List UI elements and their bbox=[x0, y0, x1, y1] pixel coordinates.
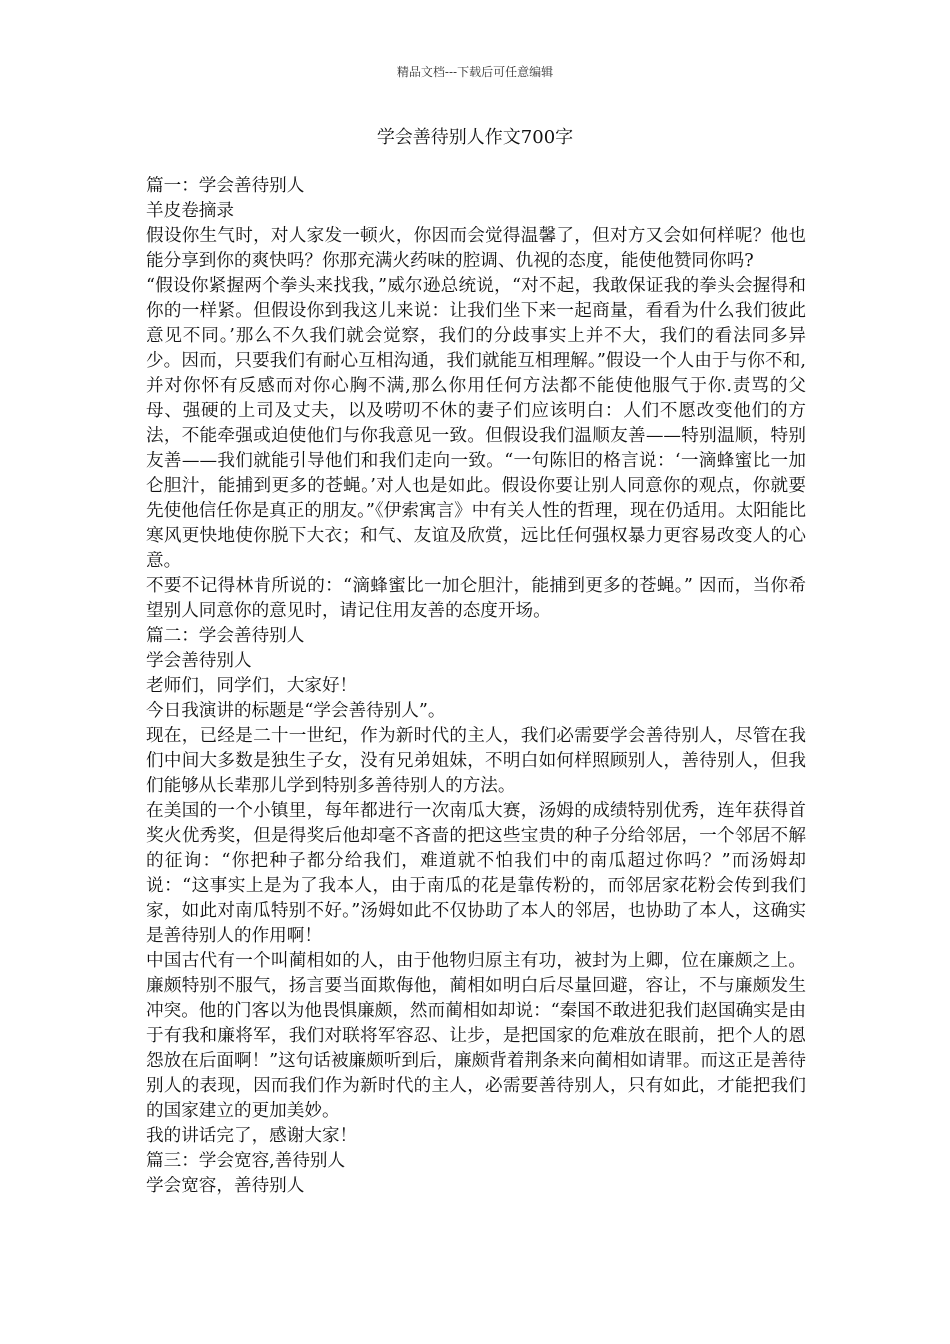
section-heading-3: 篇三：学会宽容,善待别人 bbox=[146, 1151, 346, 1171]
paragraph: 今日我演讲的标题是“学会善待别人”。 bbox=[146, 701, 446, 721]
subheading: 学会宽容，善待别人 bbox=[146, 1176, 305, 1196]
paragraph: 老师们，同学们，大家好！ bbox=[146, 676, 358, 696]
paragraph: 中国古代有一个叫蔺相如的人，由于他物归原主有功，被封为上卿，位在廉颇之上。廉颇特别不服气，扬言要当面欺侮他，蔺相如明白后尽量回避，容让，不与廉颇发生冲突。他的门客以为他畏惧廉颇，然而蔺相如却说：“秦国不敢进犯我们赵国确实是由于有我和廉将军，我们对联将军容忍、让步，是把国家的危难放在眼前，把个人的恩怨放在后面啊！”这句话被廉颇听到后，廉颇背着荆条来向蔺相如请罪。而这正是善待别人的表现，因而我们作为新时代的主人，必需要善待别人，只有如此，才能把我们的国家建立的更加美妙。 bbox=[146, 951, 806, 1121]
paragraph: 我的讲话完了，感谢大家！ bbox=[146, 1126, 358, 1146]
paragraph: 不要不记得林肯所说的：“滴蜂蜜比一加仑胆汁，能捕到更多的苍蝇。” 因而，当你希望别人同意你的意见时，请记住用友善的态度开场。 bbox=[146, 576, 806, 621]
subheading: 羊皮卷摘录 bbox=[146, 201, 234, 221]
document-body bbox=[146, 174, 806, 1199]
paragraph: “假设你紧握两个拳头来找我，”威尔逊总统说，“对不起，我敢保证我的拳头会握得和你的一样紧。但假设你到我这儿来说：让我们坐下来一起商量，看看为什么我们彼此意见不同。’那么不久我们就会觉察，我们的分歧事实上并不大，我们的看法同多异少。因而，只要我们有耐心互相沟通，我们就能互相理解。”假设一个人由于与你不和,并对你怀有反感而对你心胸不满,那么你用任何方法都不能使他服气于你.责骂的父母、强硬的上司及丈夫，以及唠叨不休的妻子们应该明白：人们不愿改变他们的方法，不能牵强或迫使他们与你我意见一致。但假设我们温顺友善——特别温顺，特别友善——我们就能引导他们和我们走向一致。“一句陈旧的格言说：‘一滴蜂蜜比一加仑胆汁，能捕到更多的苍蝇。’对人也是如此。假设你要让别人同意你的观点，你就要先使他信任你是真正的朋友。”《伊索寓言》中有关人性的哲理，现在仍适用。太阳能比寒风更快地使你脱下大衣；和气、友谊及欣赏，远比任何强权暴力更容易改变人的心意。 bbox=[146, 276, 806, 571]
page-title: 学会善待别人作文700字 bbox=[376, 127, 574, 148]
section-heading-2: 篇二：学会善待别人 bbox=[146, 626, 305, 646]
paragraph: 现在，已经是二十一世纪，作为新时代的主人，我们必需要学会善待别人，尽管在我们中间大多数是独生子女，没有兄弟姐妹，不明白如何样照顾别人，善待别人，但我们能够从长辈那儿学到特别多善待别人的方法。 bbox=[146, 726, 806, 796]
paragraph: 在美国的一个小镇里，每年都进行一次南瓜大赛，汤姆的成绩特别优秀，连年获得首奖火优秀奖，但是得奖后他却毫不吝啬的把这些宝贵的种子分给邻居，一个邻居不解的征询：“你把种子都分给我们，难道就不怕我们中的南瓜超过你吗？”而汤姆却说：“这事实上是为了我本人，由于南瓜的花是靠传粉的，而邻居家花粉会传到我们家，如此对南瓜特别不好。”汤姆如此不仅协助了本人的邻居，也协助了本人，这确实是善待别人的作用啊！ bbox=[146, 801, 806, 946]
subheading: 学会善待别人 bbox=[146, 651, 252, 671]
section-heading-1: 篇一：学会善待别人 bbox=[146, 176, 305, 196]
header-note: 精品文档---下载后可任意编辑 bbox=[396, 65, 554, 79]
paragraph: 假设你生气时，对人家发一顿火，你因而会觉得温馨了，但对方又会如何样呢？他也能分享到你的爽快吗？你那充满火药味的腔调、仇视的态度，能使他赞同你吗? bbox=[146, 226, 806, 271]
